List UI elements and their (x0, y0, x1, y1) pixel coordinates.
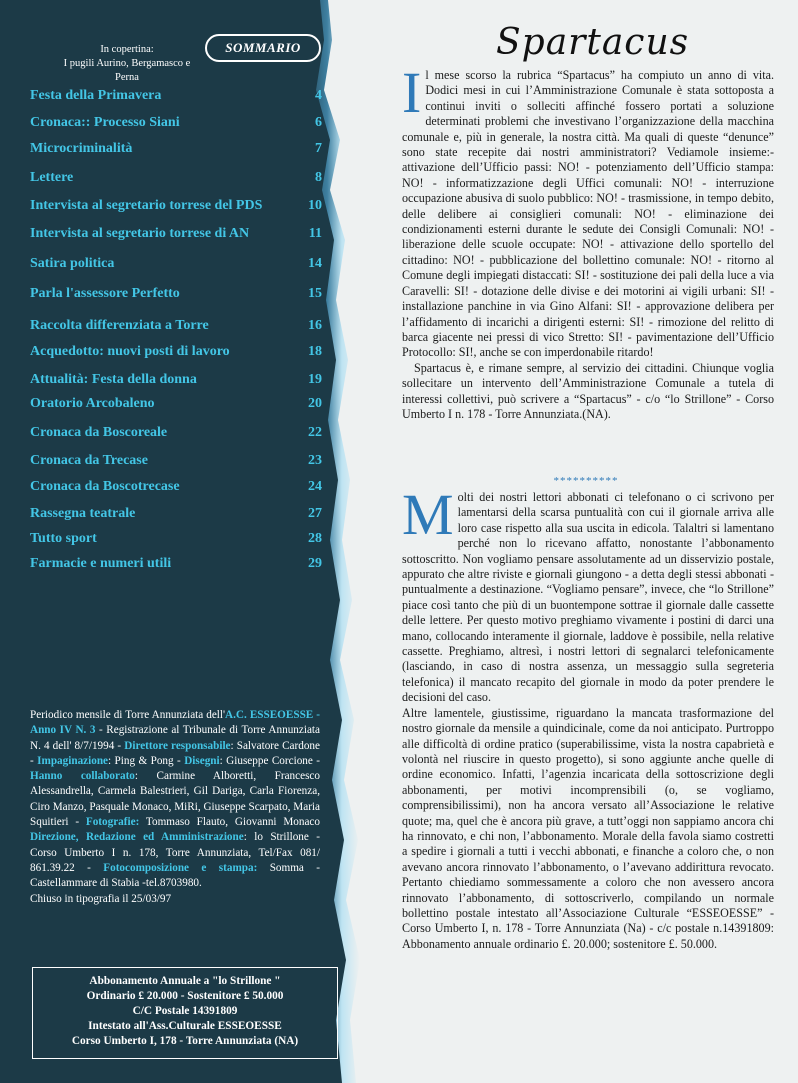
toc-entry-page: 28 (308, 531, 322, 546)
toc-entry (30, 318, 322, 340)
colophon-director: : Salvatore Cardone - (30, 739, 320, 767)
toc-entry-title: Festa della Primavera (30, 88, 162, 103)
toc-entry (30, 506, 322, 528)
toc-entry-title: Satira politica (30, 256, 115, 271)
toc-entry (30, 88, 322, 110)
colophon-label: Fotografie: (85, 816, 140, 829)
subscription-line: C/C Postale 14391809 (132, 1005, 238, 1017)
toc-entry (30, 396, 322, 418)
toc-entry-page: 24 (308, 479, 322, 494)
toc-entry-title: Tutto sport (30, 531, 97, 546)
toc-entry-title: Farmacie e numeri utili (30, 556, 172, 571)
cover-caption-line1: In copertina: (100, 44, 154, 55)
colophon-office: : lo Strillone - Corso Umberto I n. 178, Torre Annunziata, Tel/Fax 081/ 861.39.22 - (30, 831, 320, 874)
article-paragraph: Spartacus è, e rimane sempre, al servizio dei cittadini. Chiunque voglia sollecitare un intervento dell’Amministrazione Comunale a tutela di interessi collettivi, può scrivere a “Spartacus” - c/o “lo Strillone” - Corso Umberto I n. 178 - Torre Annunziata.(NA). (402, 360, 774, 421)
article-paragraph: l mese scorso la rubrica “Spartacus” ha compiuto un anno di vita. Dodici mesi in cui l’Amministrazione Comunale è stata sottoposta a continui inviti o solleciti affinché fossero portati a soluzione determinati problemi che investivano l’organizzazione della macchina comunale e, più in generale, la nostra città. Ma quali di queste “denunce” sono state recepite dai nostri amministratori? Vediamole insieme:- attivazione dell’Ufficio passi: NO! - potenziamento dell’Ufficio stampa: NO! - informatizzazione degli Uffici comunali: NO! - interruzione occupazione abusiva di suolo pubblico: NO! - trasmissione, in tempo debito, delle delibere ai consiglieri comunali: NO! - eliminazione dei condizionamenti esterni durante le sedute dei Consigli Comunali: NO! - liberazione delle scuole occupate: NO! - attivazione dello sportello del cittadino: NO! - pubblicazione del bollettino comunale: NO! - ritorno al Comune degli impiegati distaccati: SI! - sostituzione dei pali della luce a via Caravelli: SI! - dotazione delle divise e dei motorini ai vigili urbani: SI! - installazione panchine in via Gino Alfani: SI! - approvazione delibera per l’affidamento di incarichi a dirigenti esterni: SI! - rimozione del relitto di barca giacente nei pressi di vico Stretto: SI! - pavimentazione dell’Ufficio Protocollo: SI!, anche se con imperdonabile ritardo! (402, 68, 774, 360)
toc-entry-title: Rassegna teatrale (30, 506, 136, 521)
drop-cap: I (402, 60, 422, 125)
toc-entry-page: 7 (315, 141, 322, 156)
toc-entry-page: 11 (308, 226, 322, 241)
colophon-label: Direzione, Redazione ed Amministrazione (30, 831, 244, 844)
toc-entry (30, 344, 322, 366)
column-masthead: Spartacus (496, 22, 690, 63)
cover-caption-line2: I pugili Aurino, Bergamasco e Perna (63, 58, 191, 83)
subscription-line: Intestato all'Ass.Culturale ESSEOESSE (88, 1020, 282, 1032)
colophon-contributors: : Carmine Alboretti, Francesco Alessandrella, Carmela Balestrieri, Gil Dariga, Carla Fiorenza, Ciro Manzo, Pasquale Monaco, MiRi, Giuseppe Scarpato, Maria Squitieri - (30, 770, 320, 829)
toc-entry-page: 22 (308, 425, 322, 440)
spartacus-article (402, 60, 774, 422)
colophon-registration: - Registrazione al Tribunale di Torre Annunziata N. 4 dell' 8/7/1994 - (30, 724, 320, 752)
toc-entry-title: Cronaca:: Processo Siani (30, 115, 180, 130)
toc-entry-page: 4 (315, 88, 322, 103)
toc-entry-page: 20 (308, 396, 322, 411)
toc-entry-title: Raccolta differenziata a Torre (30, 318, 209, 333)
drop-cap: M (402, 482, 454, 547)
colophon-label: Direttore responsabile (124, 739, 231, 752)
toc-entry-title: Cronaca da Boscotrecase (30, 479, 180, 494)
toc-entry-page: 23 (308, 453, 322, 468)
separator: ********** (553, 475, 619, 487)
colophon-drawings: : Giuseppe Corcione - (219, 754, 320, 767)
colophon-photos: Tommaso Flauto, Giovanni Monaco (139, 816, 320, 829)
toc-entry (30, 115, 322, 137)
colophon-closing-date: Chiuso in tipografia il 25/03/97 (30, 892, 172, 905)
subscription-line: Abbonamento Annuale a "lo Strillone " (89, 975, 281, 987)
toc-entry-title: Acquedotto: nuovi posti di lavoro (30, 344, 230, 359)
colophon-label: Hanno collaborato (30, 770, 135, 783)
toc-entry (30, 170, 322, 192)
colophon (30, 708, 320, 907)
toc-entry-title: Intervista al segretario torrese di AN (30, 226, 250, 241)
toc-entry (30, 256, 322, 278)
toc-entry-page: 10 (308, 198, 322, 213)
toc-entry-page: 29 (308, 556, 322, 571)
subscription-box (32, 967, 338, 1059)
subscription-line: Ordinario £ 20.000 - Sostenitore £ 50.000 (86, 990, 284, 1002)
toc-entry-page: 19 (308, 372, 322, 387)
toc-entry-page: 8 (315, 170, 322, 185)
article-paragraph: olti dei nostri lettori abbonati ci telefonano o ci scrivono per lamentarsi della scarsa puntualità con cui il giornale arriva alle loro case rispetto alla sua uscita in edicola. Talaltri si lamentano perché non lo ricevano affatto, nonostante l’abbonamento sottoscritto. Non vogliamo pensare assolutamente ad un disservizio postale, appurato che altre riviste e giornali giungono - a detta degli stessi abbonati - puntualmente a destinazione. “Vogliamo pensare”, invece, che “lo Strillone” piace così tanto che più di un buontempone sottrae il giornale dalle cassette delle lettere. Per questo motivo preghiamo vivamente i postini di darci una mano, collocando interamente il giornale, laddove è possibile, nella relative cassette. Preghiamo, altresì, i nostri lettori di segnalarci telefonicamente (lasciando, in caso di nostra assenza, un messaggio sulla segreteria telefonica) il mancato recapito del giornale in modo da poter prendere le decisioni del caso. (402, 490, 774, 705)
toc-entry-title: Parla l'assessore Perfetto (30, 286, 180, 301)
toc-entry-title: Cronaca da Trecase (30, 453, 148, 468)
toc-entry-title: Microcriminalità (30, 141, 133, 156)
colophon-layout: : Ping & Pong - (108, 754, 185, 767)
toc-entry (30, 226, 322, 248)
subscription-line: Corso Umberto I, 178 - Torre Annunziata (NA) (71, 1035, 299, 1047)
toc-entry (30, 372, 322, 394)
colophon-label: Disegni (184, 754, 220, 767)
toc-entry (30, 531, 322, 553)
colophon-text: Periodico mensile di Torre Annunziata dell' (30, 709, 226, 721)
toc-entry-title: Cronaca da Boscoreale (30, 425, 168, 440)
sommario-badge: SOMMARIO (205, 34, 321, 62)
toc-entry (30, 425, 322, 447)
toc-entry (30, 286, 322, 308)
toc-entry-page: 15 (308, 286, 322, 301)
toc-entry (30, 141, 322, 163)
toc-entry-page: 6 (315, 115, 322, 130)
cover-caption (52, 43, 202, 85)
colophon-association: A.C. ESSEOESSE - Anno IV N. 3 (30, 709, 320, 737)
subscribers-article (402, 482, 774, 952)
article-paragraph: Altre lamentele, giustissime, riguardano la mancata trasformazione del nostro giornale da mensile a quindicinale, come da noi anticipato. Purtroppo alle difficoltà di ordine pratico (superabilissime, vista la nostra capabrietà e volontà nel riuscire in questo progetto), si sono aggiunte anche quelle di ordine economico. Infatti, l’agenzia incaricata della sottoscrizione degli abbonamenti, per motivi incomprensibili (o, se vogliamo, comprensibilissimi), non ha ancora versato all’Associazione le relative quote; ma, quel che è ancora più grave, a tutt’oggi non sappiamo ancora chi ha rinnovato, e chi non, l’abbonamento. Morale della favola siamo costretti a spedire i giornali a tutti i vecchi abbonati, e finanche a coloro che, o non avevano ancora rinnovato l’abbonamento, o l’avevano addirittura revocato. Pertanto chiediamo sommessamente a coloro che non avessero ancora rinnovato l’abbonamento, di sottoscriverlo, compilando un normale bollettino postale intestato all’Associazione Culturale “ESSEOESSE” - Corso Umberto I, n. 178 - Torre Annunziata (Na) - c/c postale n.14391809: Abbonamento annuale ordinario £. 20.000; sostenitore £. 50.000. (402, 705, 774, 951)
toc-entry (30, 198, 322, 220)
toc-entry-title: Attualità: Festa della donna (30, 372, 197, 387)
toc-entry (30, 479, 322, 501)
colophon-printing: Somma - Castellammare di Stabia -tel.8703980. (30, 861, 320, 890)
toc-entry-title: Lettere (30, 170, 74, 185)
toc-entry-title: Intervista al segretario torrese del PDS (30, 198, 263, 213)
toc-entry (30, 556, 322, 578)
toc-entry-page: 16 (308, 318, 322, 333)
toc-entry (30, 453, 322, 475)
toc-entry-page: 18 (308, 344, 322, 359)
toc-entry-page: 27 (308, 506, 322, 521)
colophon-label: Fotocomposizione e stampa: (103, 861, 258, 874)
colophon-label: Impaginazione (37, 754, 109, 767)
toc-entry-title: Oratorio Arcobaleno (30, 396, 155, 411)
toc-entry-page: 14 (308, 256, 322, 271)
